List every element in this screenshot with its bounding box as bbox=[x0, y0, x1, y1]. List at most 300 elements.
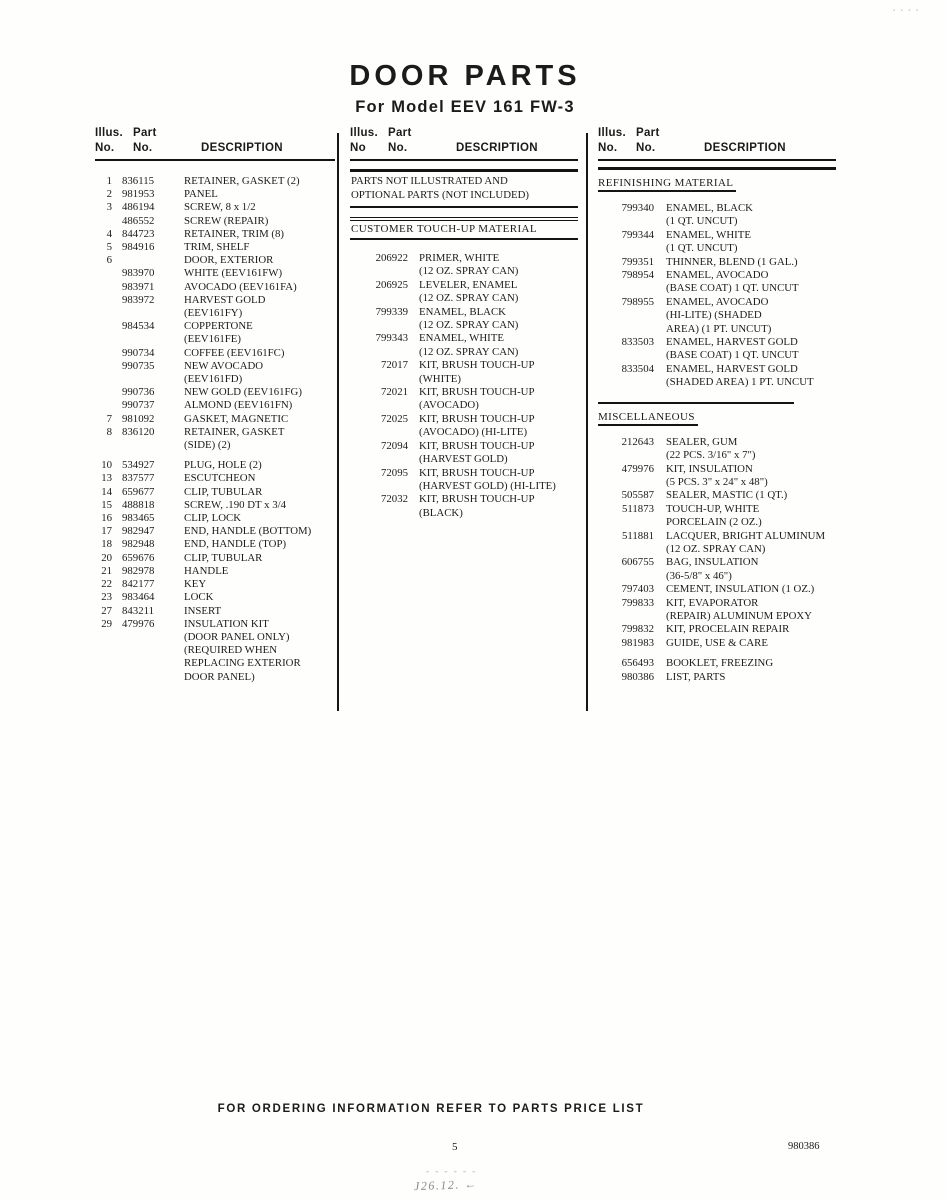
illus-no-cell: 2 bbox=[106, 188, 112, 201]
table-row bbox=[350, 292, 578, 305]
description-cell: DOOR PANEL) bbox=[184, 670, 255, 683]
description-cell: LOCK bbox=[184, 591, 214, 604]
miscellaneous-parts-table bbox=[598, 436, 836, 684]
column-divider bbox=[586, 133, 588, 711]
table-row bbox=[95, 499, 335, 512]
illus-no-cell bbox=[95, 644, 112, 657]
illus-no-cell: 8 bbox=[106, 425, 112, 438]
description-cell: KIT, EVAPORATOR bbox=[666, 596, 759, 609]
table-row bbox=[598, 476, 836, 489]
part-no-cell: 486194 bbox=[122, 201, 155, 214]
part-no-cell bbox=[598, 610, 654, 623]
header-no-label: No. bbox=[388, 142, 408, 154]
illus-no-cell bbox=[95, 386, 112, 399]
part-no-cell: 798954 bbox=[621, 269, 654, 282]
left-column bbox=[95, 126, 335, 684]
table-row bbox=[350, 265, 578, 278]
page-number: 5 bbox=[452, 1141, 458, 1153]
description-cell: ENAMEL, BLACK bbox=[666, 202, 753, 214]
description-cell: NEW AVOCADO bbox=[184, 359, 264, 372]
parts-not-illustrated-notice bbox=[350, 169, 578, 208]
table-row bbox=[95, 201, 335, 214]
description-cell: ENAMEL, AVOCADO bbox=[666, 295, 769, 308]
table-row bbox=[598, 610, 836, 623]
description-cell: KIT, BRUSH TOUCH-UP bbox=[419, 359, 535, 372]
part-no-cell bbox=[350, 265, 408, 278]
table-row bbox=[350, 319, 578, 332]
header-no-label: No. bbox=[133, 142, 153, 154]
page-subtitle: For Model EEV 161 FW-3 bbox=[355, 98, 575, 116]
table-row bbox=[95, 399, 335, 412]
section-customer-touch-up-material: CUSTOMER TOUCH-UP MATERIAL bbox=[350, 217, 578, 240]
description-cell: KIT, BRUSH TOUCH-UP bbox=[419, 412, 535, 425]
description-cell: (HI-LITE) (SHADED bbox=[666, 309, 762, 322]
description-cell: PANEL bbox=[184, 188, 218, 201]
part-no-cell bbox=[598, 215, 654, 228]
table-row bbox=[350, 480, 578, 493]
description-cell: AREA) (1 PT. UNCUT) bbox=[666, 322, 772, 335]
table-row bbox=[598, 309, 836, 322]
table-row bbox=[95, 175, 335, 188]
part-no-cell: 842177 bbox=[122, 578, 155, 591]
table-row bbox=[95, 578, 335, 591]
part-no-cell bbox=[122, 657, 174, 670]
illus-no-cell: 16 bbox=[101, 512, 112, 525]
header-no-label: No bbox=[350, 142, 366, 154]
illus-no-cell: 5 bbox=[106, 241, 112, 254]
part-no-cell: 799340 bbox=[621, 202, 654, 214]
table-row bbox=[598, 556, 836, 569]
illus-no-cell: 6 bbox=[106, 254, 112, 267]
description-cell: CLIP, TUBULAR bbox=[184, 485, 263, 498]
scan-speck-marks: ▪ ▪ ▪ ▪ bbox=[893, 8, 921, 14]
part-no-cell: 72025 bbox=[381, 412, 408, 425]
table-row bbox=[95, 525, 335, 538]
table-row bbox=[598, 296, 836, 309]
table-row bbox=[95, 215, 335, 228]
part-no-cell: 980386 bbox=[621, 670, 654, 683]
illus-no-cell: 17 bbox=[101, 525, 112, 538]
table-row bbox=[95, 565, 335, 578]
part-no-cell bbox=[598, 449, 654, 462]
description-cell: (WHITE) bbox=[419, 372, 461, 385]
part-no-cell bbox=[598, 543, 654, 556]
illus-no-cell bbox=[95, 439, 112, 452]
description-cell: HARVEST GOLD bbox=[184, 293, 266, 306]
part-no-cell: 656493 bbox=[621, 657, 654, 670]
table-row bbox=[598, 202, 836, 215]
table-row bbox=[95, 591, 335, 604]
table-row bbox=[350, 413, 578, 426]
part-no-cell: 982978 bbox=[122, 564, 155, 577]
description-cell: (AVOCADO) (HI-LITE) bbox=[419, 426, 528, 439]
description-cell: KIT, BRUSH TOUCH-UP bbox=[419, 466, 535, 479]
description-cell: (12 OZ. SPRAY CAN) bbox=[419, 292, 519, 305]
table-row bbox=[95, 294, 335, 307]
part-no-cell bbox=[350, 426, 408, 439]
illus-no-cell: 3 bbox=[106, 201, 112, 214]
description-cell: (1 QT. UNCUT) bbox=[666, 242, 738, 255]
table-row bbox=[350, 493, 578, 506]
part-no-cell: 206922 bbox=[375, 252, 408, 264]
part-no-cell bbox=[598, 376, 654, 389]
description-cell: (EEV161FE) bbox=[184, 333, 241, 346]
table-row bbox=[95, 228, 335, 241]
description-cell: PORCELAIN (2 OZ.) bbox=[666, 516, 762, 529]
description-cell: (HARVEST GOLD) bbox=[419, 453, 508, 466]
description-cell: BAG, INSULATION bbox=[666, 556, 759, 569]
header-description-label: DESCRIPTION bbox=[456, 142, 538, 154]
table-row bbox=[598, 671, 836, 684]
part-no-cell bbox=[598, 570, 654, 583]
part-no-cell: 984916 bbox=[122, 241, 155, 254]
part-no-cell: 837577 bbox=[122, 472, 155, 485]
part-no-cell: 72021 bbox=[381, 386, 408, 399]
table-row bbox=[95, 671, 335, 684]
part-no-cell bbox=[122, 373, 174, 386]
description-cell: COFFEE (EEV161FC) bbox=[184, 346, 285, 359]
table-row bbox=[598, 463, 836, 476]
part-no-cell: 990734 bbox=[122, 346, 155, 359]
right-column-header bbox=[598, 126, 836, 161]
part-no-cell: 990736 bbox=[122, 386, 155, 399]
illus-no-cell bbox=[95, 281, 112, 294]
illus-no-cell bbox=[95, 294, 112, 307]
description-cell: (BASE COAT) 1 QT. UNCUT bbox=[666, 282, 799, 295]
table-row bbox=[95, 439, 335, 452]
part-no-cell: 990737 bbox=[122, 399, 155, 412]
right-column bbox=[598, 126, 836, 684]
illus-no-cell bbox=[95, 320, 112, 333]
table-row bbox=[350, 332, 578, 345]
handwritten-scribble: J26.12. ← bbox=[413, 1176, 479, 1194]
part-no-cell bbox=[122, 307, 174, 320]
part-no-cell: 72094 bbox=[381, 439, 408, 452]
description-cell: RETAINER, GASKET (2) bbox=[184, 175, 300, 187]
part-no-cell: 983970 bbox=[122, 267, 155, 280]
description-cell: CLIP, LOCK bbox=[184, 512, 241, 525]
illus-no-cell bbox=[95, 399, 112, 412]
part-no-cell bbox=[598, 476, 654, 489]
part-no-cell: 799351 bbox=[621, 255, 654, 268]
section-miscellaneous bbox=[598, 402, 794, 426]
description-cell: END, HANDLE (BOTTOM) bbox=[184, 525, 312, 538]
table-row bbox=[350, 453, 578, 466]
table-row bbox=[350, 426, 578, 439]
table-row bbox=[95, 386, 335, 399]
part-no-cell: 982948 bbox=[122, 538, 155, 551]
table-row bbox=[598, 489, 836, 502]
illus-no-cell bbox=[95, 671, 112, 684]
part-no-cell: 833504 bbox=[621, 362, 654, 375]
part-no-cell: 606755 bbox=[621, 556, 654, 569]
table-row bbox=[350, 252, 578, 265]
section-title: REFINISHING MATERIAL bbox=[598, 177, 736, 192]
table-row bbox=[598, 516, 836, 529]
table-row bbox=[350, 440, 578, 453]
table-row bbox=[95, 657, 335, 670]
description-cell: COPPERTONE bbox=[184, 320, 253, 333]
table-row bbox=[95, 512, 335, 525]
description-cell: GUIDE, USE & CARE bbox=[666, 636, 768, 649]
notice-line: PARTS NOT ILLUSTRATED AND bbox=[351, 175, 508, 187]
description-cell: PRIMER, WHITE bbox=[419, 252, 500, 264]
description-cell: BOOKLET, FREEZING bbox=[666, 657, 774, 670]
table-row bbox=[350, 373, 578, 386]
description-cell: KIT, INSULATION bbox=[666, 462, 753, 475]
part-no-cell: 844723 bbox=[122, 227, 155, 240]
description-cell: (22 PCS. 3/16" x 7") bbox=[666, 449, 756, 462]
description-cell: RETAINER, TRIM (8) bbox=[184, 227, 284, 240]
table-row bbox=[598, 436, 836, 449]
part-no-cell bbox=[598, 516, 654, 529]
illus-no-cell: 13 bbox=[101, 472, 112, 485]
part-no-cell: 72095 bbox=[381, 466, 408, 479]
table-row bbox=[598, 363, 836, 376]
part-no-cell: 799343 bbox=[375, 332, 408, 345]
table-row bbox=[95, 360, 335, 373]
table-row bbox=[95, 605, 335, 618]
header-illus-label: Illus. bbox=[350, 127, 379, 139]
description-cell: PLUG, HOLE (2) bbox=[184, 459, 262, 472]
header-part-label: Part bbox=[133, 127, 157, 139]
touch-up-parts-table bbox=[350, 252, 578, 520]
description-cell: (AVOCADO) bbox=[419, 399, 479, 412]
part-no-cell: 659677 bbox=[122, 485, 155, 498]
part-no-cell: 799833 bbox=[621, 596, 654, 609]
illus-no-cell bbox=[95, 631, 112, 644]
description-cell: (REPAIR) ALUMINUM EPOXY bbox=[666, 609, 812, 622]
part-no-cell: 486552 bbox=[122, 214, 155, 227]
part-no-cell bbox=[122, 644, 174, 657]
illus-no-cell: 21 bbox=[101, 564, 112, 577]
illus-no-cell: 23 bbox=[101, 591, 112, 604]
table-row bbox=[598, 637, 836, 650]
table-row bbox=[598, 623, 836, 636]
description-cell: LEVELER, ENAMEL bbox=[419, 278, 518, 291]
column-divider bbox=[337, 133, 339, 711]
part-no-cell: 511873 bbox=[622, 502, 654, 515]
table-row bbox=[95, 254, 335, 267]
part-no-cell: 981953 bbox=[122, 188, 155, 201]
part-no-cell: 833503 bbox=[621, 336, 654, 349]
description-cell: TOUCH-UP, WHITE bbox=[666, 502, 760, 515]
part-no-cell: 488818 bbox=[122, 498, 155, 511]
illus-no-cell: 18 bbox=[101, 538, 112, 551]
part-no-cell: 843211 bbox=[122, 604, 154, 617]
table-row bbox=[95, 281, 335, 294]
illus-no-cell: 10 bbox=[101, 459, 112, 472]
table-row bbox=[95, 631, 335, 644]
description-cell: RETAINER, GASKET bbox=[184, 425, 285, 438]
part-no-cell: 212643 bbox=[621, 435, 654, 448]
part-no-cell: 534927 bbox=[122, 459, 155, 472]
description-cell: (12 OZ. SPRAY CAN) bbox=[419, 319, 519, 332]
part-no-cell bbox=[122, 333, 174, 346]
description-cell: LACQUER, BRIGHT ALUMINUM bbox=[666, 529, 826, 542]
header-description-label: DESCRIPTION bbox=[704, 142, 786, 154]
table-row bbox=[95, 188, 335, 201]
description-cell: INSULATION KIT bbox=[184, 617, 269, 630]
description-cell: ENAMEL, AVOCADO bbox=[666, 269, 769, 282]
table-row bbox=[350, 306, 578, 319]
illus-no-cell: 29 bbox=[101, 617, 112, 630]
table-row bbox=[598, 543, 836, 556]
refinishing-parts-table bbox=[598, 202, 836, 390]
illus-no-cell bbox=[95, 333, 112, 346]
part-no-cell: 984534 bbox=[122, 320, 155, 333]
table-row bbox=[95, 333, 335, 346]
description-cell: (36-5/8" x 46") bbox=[666, 569, 732, 582]
part-no-cell: 206925 bbox=[375, 278, 408, 291]
description-cell: (1 QT. UNCUT) bbox=[666, 215, 738, 228]
description-cell: ENAMEL, HARVEST GOLD bbox=[666, 362, 798, 375]
part-no-cell: 990735 bbox=[122, 359, 155, 372]
table-row bbox=[95, 373, 335, 386]
table-row bbox=[598, 336, 836, 349]
part-no-cell: 983971 bbox=[122, 280, 155, 293]
header-part-label: Part bbox=[636, 127, 660, 139]
part-no-cell: 505587 bbox=[621, 489, 654, 502]
illus-no-cell: 7 bbox=[106, 412, 112, 425]
table-row bbox=[95, 538, 335, 551]
part-no-cell bbox=[350, 319, 408, 332]
table-row bbox=[95, 307, 335, 320]
description-cell: ENAMEL, BLACK bbox=[419, 305, 506, 318]
table-row bbox=[350, 507, 578, 520]
part-no-cell: 983972 bbox=[122, 293, 155, 306]
description-cell: INSERT bbox=[184, 604, 222, 617]
description-cell: SCREW, 8 x 1/2 bbox=[184, 201, 256, 214]
part-no-cell: 798955 bbox=[621, 295, 654, 308]
part-no-cell: 983464 bbox=[122, 591, 155, 604]
illus-no-cell: 14 bbox=[101, 485, 112, 498]
description-cell: NEW GOLD (EEV161FG) bbox=[184, 386, 302, 399]
part-no-cell bbox=[598, 242, 654, 255]
illus-no-cell bbox=[95, 360, 112, 373]
table-row bbox=[95, 426, 335, 439]
part-no-cell bbox=[598, 349, 654, 362]
page-title: DOOR PARTS bbox=[349, 60, 581, 92]
part-no-cell: 836115 bbox=[122, 175, 154, 187]
description-cell: THINNER, BLEND (1 GAL.) bbox=[666, 255, 798, 268]
table-row bbox=[598, 215, 836, 228]
description-cell: AVOCADO (EEV161FA) bbox=[184, 280, 297, 293]
part-no-cell bbox=[350, 480, 408, 493]
table-row bbox=[350, 346, 578, 359]
part-no-cell: 479976 bbox=[621, 462, 654, 475]
table-row bbox=[598, 583, 836, 596]
table-row bbox=[598, 530, 836, 543]
description-cell: HANDLE bbox=[184, 564, 229, 577]
description-cell: END, HANDLE (TOP) bbox=[184, 538, 287, 551]
table-row bbox=[95, 267, 335, 280]
table-row bbox=[95, 618, 335, 631]
part-no-cell bbox=[598, 282, 654, 295]
description-cell: (SIDE) (2) bbox=[184, 439, 231, 452]
description-cell: ENAMEL, WHITE bbox=[419, 332, 504, 345]
left-parts-table bbox=[95, 175, 335, 684]
description-cell: (BASE COAT) 1 QT. UNCUT bbox=[666, 349, 799, 362]
part-no-cell: 511881 bbox=[622, 529, 654, 542]
part-no-cell bbox=[122, 671, 174, 684]
part-no-cell: 479976 bbox=[122, 617, 155, 630]
description-cell: DOOR, EXTERIOR bbox=[184, 254, 274, 267]
table-row bbox=[598, 657, 836, 670]
illus-no-cell: 22 bbox=[101, 578, 112, 591]
table-row bbox=[598, 242, 836, 255]
description-cell: SEALER, GUM bbox=[666, 435, 738, 448]
description-cell: KIT, PROCELAIN REPAIR bbox=[666, 623, 790, 636]
table-row bbox=[95, 472, 335, 485]
header-description-label: DESCRIPTION bbox=[201, 142, 283, 154]
part-no-cell bbox=[598, 309, 654, 322]
part-no-cell bbox=[350, 292, 408, 305]
illus-no-cell bbox=[95, 215, 112, 228]
description-cell: CLIP, TUBULAR bbox=[184, 551, 263, 564]
part-no-cell: 72032 bbox=[381, 493, 408, 506]
ordering-information-note: FOR ORDERING INFORMATION REFER TO PARTS PRICE LIST bbox=[217, 1103, 645, 1115]
description-cell: REPLACING EXTERIOR bbox=[184, 657, 301, 670]
illus-no-cell bbox=[95, 373, 112, 386]
description-cell: (REQUIRED WHEN bbox=[184, 644, 278, 657]
part-no-cell bbox=[122, 439, 174, 452]
header-part-label: Part bbox=[388, 127, 412, 139]
part-no-cell bbox=[122, 631, 174, 644]
description-cell: SEALER, MASTIC (1 QT.) bbox=[666, 489, 788, 502]
table-row bbox=[598, 282, 836, 295]
header-no-label: No. bbox=[636, 142, 656, 154]
part-no-cell: 981092 bbox=[122, 412, 155, 425]
description-cell: (HARVEST GOLD) (HI-LITE) bbox=[419, 479, 556, 492]
part-no-cell: 983465 bbox=[122, 512, 155, 525]
table-row bbox=[350, 279, 578, 292]
left-column-header bbox=[95, 126, 335, 161]
description-cell: (5 PCS. 3" x 24" x 48") bbox=[666, 475, 768, 488]
part-no-cell: 982947 bbox=[122, 525, 155, 538]
part-no-cell bbox=[350, 453, 408, 466]
table-row bbox=[598, 269, 836, 282]
table-row bbox=[598, 449, 836, 462]
part-no-cell: 799339 bbox=[375, 305, 408, 318]
part-no-cell: 659676 bbox=[122, 551, 155, 564]
notice-line: OPTIONAL PARTS (NOT INCLUDED) bbox=[351, 188, 530, 201]
table-row bbox=[350, 399, 578, 412]
description-cell: CEMENT, INSULATION (1 OZ.) bbox=[666, 583, 815, 596]
illus-no-cell: 1 bbox=[106, 175, 112, 187]
middle-column-header bbox=[350, 126, 578, 161]
table-row bbox=[95, 459, 335, 472]
description-cell: SCREW, .190 DT x 3/4 bbox=[184, 498, 286, 511]
part-no-cell: 799832 bbox=[621, 623, 654, 636]
illus-no-cell: 15 bbox=[101, 498, 112, 511]
part-no-cell bbox=[350, 399, 408, 412]
section-title: MISCELLANEOUS bbox=[598, 411, 698, 426]
table-row bbox=[598, 597, 836, 610]
description-cell: ESCUTCHEON bbox=[184, 472, 256, 485]
scan-dash-marks: - - - - - - bbox=[426, 1166, 478, 1176]
description-cell: WHITE (EEV161FW) bbox=[184, 267, 283, 280]
description-cell: KIT, BRUSH TOUCH-UP bbox=[419, 439, 535, 452]
table-row bbox=[95, 320, 335, 333]
table-row bbox=[350, 359, 578, 372]
table-row bbox=[350, 386, 578, 399]
part-no-cell bbox=[350, 507, 408, 520]
table-row bbox=[598, 570, 836, 583]
middle-column bbox=[350, 126, 578, 520]
description-cell: ENAMEL, WHITE bbox=[666, 228, 751, 241]
description-cell: KIT, BRUSH TOUCH-UP bbox=[419, 386, 535, 399]
